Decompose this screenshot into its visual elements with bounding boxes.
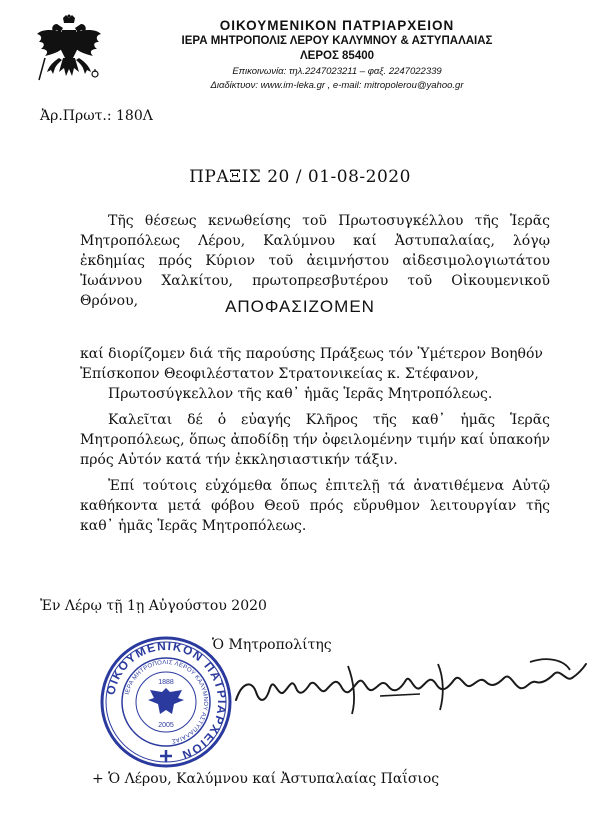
seal-outer-text: ΟΙΚΟΥΜΕΝΙΚΟΝ ΠΑΤΡΙΑΡΧΕΙΟΝ	[103, 638, 230, 763]
document-title: ΠΡΑΞΙΣ 20 / 01-08-2020	[189, 167, 411, 187]
seal-inner-text: ΙΕΡΑ ΜΗΤΡΟΠΟΛΙΣ ΛΕΡΟΥ ΚΑΛΥΜΝΟΥ ΑΣΤΥΠΑΛΑΙΑΣ	[124, 659, 209, 744]
web-email-line: Διαδίκτυον: www.im-leka.gr , e-mail: mitropolerou@yahoo.gr	[210, 80, 464, 91]
appointment-line-3: Πρωτοσύγκελλον τῆς καθ᾽ ἡμᾶς Ἱερᾶς Μητροπόλεως.	[108, 386, 493, 402]
signer-name: + Ὁ Λέρου, Καλύμνου καί Ἀστυπαλαίας Παΐσιος	[92, 771, 440, 787]
decision-heading: ΑΠΟΦΑΣΙΖΟΜΕΝ	[225, 297, 375, 316]
place-date: Ἐν Λέρῳ τῇ 1ῃ Αὐγούστου 2020	[40, 598, 267, 614]
phone-line: Επικοινωνία: τηλ.2247023211 – φαξ. 2247022339	[232, 66, 442, 77]
paragraph-wishes	[80, 476, 550, 536]
paragraph-clergy	[80, 410, 550, 470]
double-headed-eagle-icon	[33, 14, 105, 86]
appointment-line-1: καί διορίζομεν διά τῆς παρούσης Πράξεως τόν Ὑμέτερον Βοηθόν	[80, 346, 543, 362]
metropolis-heading: ΙΕΡΑ ΜΗΤΡΟΠΟΛΙΣ ΛΕΡΟΥ ΚΑΛΥΜΝΟΥ & ΑΣΤΥΠΑΛΑΙΑΣ	[181, 35, 493, 47]
appointment-line-2: Ἐπίσκοπον Θεοφιλέστατον Στρατονικείας κ. Στέφανον,	[80, 366, 479, 382]
address-line: ΛΕΡΟΣ 85400	[299, 50, 375, 62]
paragraph-clergy-text: Καλεῖται δέ ὁ εὐαγής Κλῆρος τῆς καθ᾽ ἡμᾶς Ἱερᾶς Μητροπόλεως, ὅπως ἀποδίδῃ τήν ὀφειλομένην τιμήν καί ὑπακοήν πρός Αὐτόν κατά τήν ἐκκλησιαστικήν τάξιν.	[80, 412, 550, 468]
official-seal-stamp	[96, 632, 236, 772]
paragraph-vacancy	[80, 211, 550, 311]
protocol-number: Ἀρ.Πρωτ.: 180Λ	[40, 108, 153, 124]
handwritten-signature	[230, 652, 590, 722]
paragraph-appointment	[80, 344, 550, 404]
seal-year-bottom: 2005	[158, 722, 174, 729]
signer-title: Ὁ Μητροπολίτης	[212, 637, 332, 653]
paragraph-wishes-text: Ἐπί τούτοις εὐχόμεθα ὅπως ἐπιτελῇ τά ἀνατιθέμενα Αὐτῷ καθήκοντα μετά φόβου Θεοῦ πρός εὔρυθμον λειτουργίαν τῆς καθ᾽ ἡμᾶς Ἱερᾶς Μητροπόλεως.	[80, 478, 550, 534]
paragraph-vacancy-text: Τῆς θέσεως κενωθείσης τοῦ Πρωτοσυγκέλλου τῆς Ἱερᾶς Μητροπόλεως Λέρου, Καλύμνου καί Ἀστυπαλαίας, λόγῳ ἐκδημίας πρός Κύριον τοῦ ἀειμνήστου αἰδεσιμολογιωτάτου Ἰωάννου Χαλκίτου, πρωτοπρεσβυτέρου τοῦ Οἰκουμενικοῦ Θρόνου,	[80, 213, 550, 309]
seal-year-top: 1888	[158, 679, 174, 686]
patriarchate-heading: ΟΙΚΟΥΜΕΝΙΚΟΝ ΠΑΤΡΙΑΡΧΕΙΟΝ	[219, 18, 455, 33]
